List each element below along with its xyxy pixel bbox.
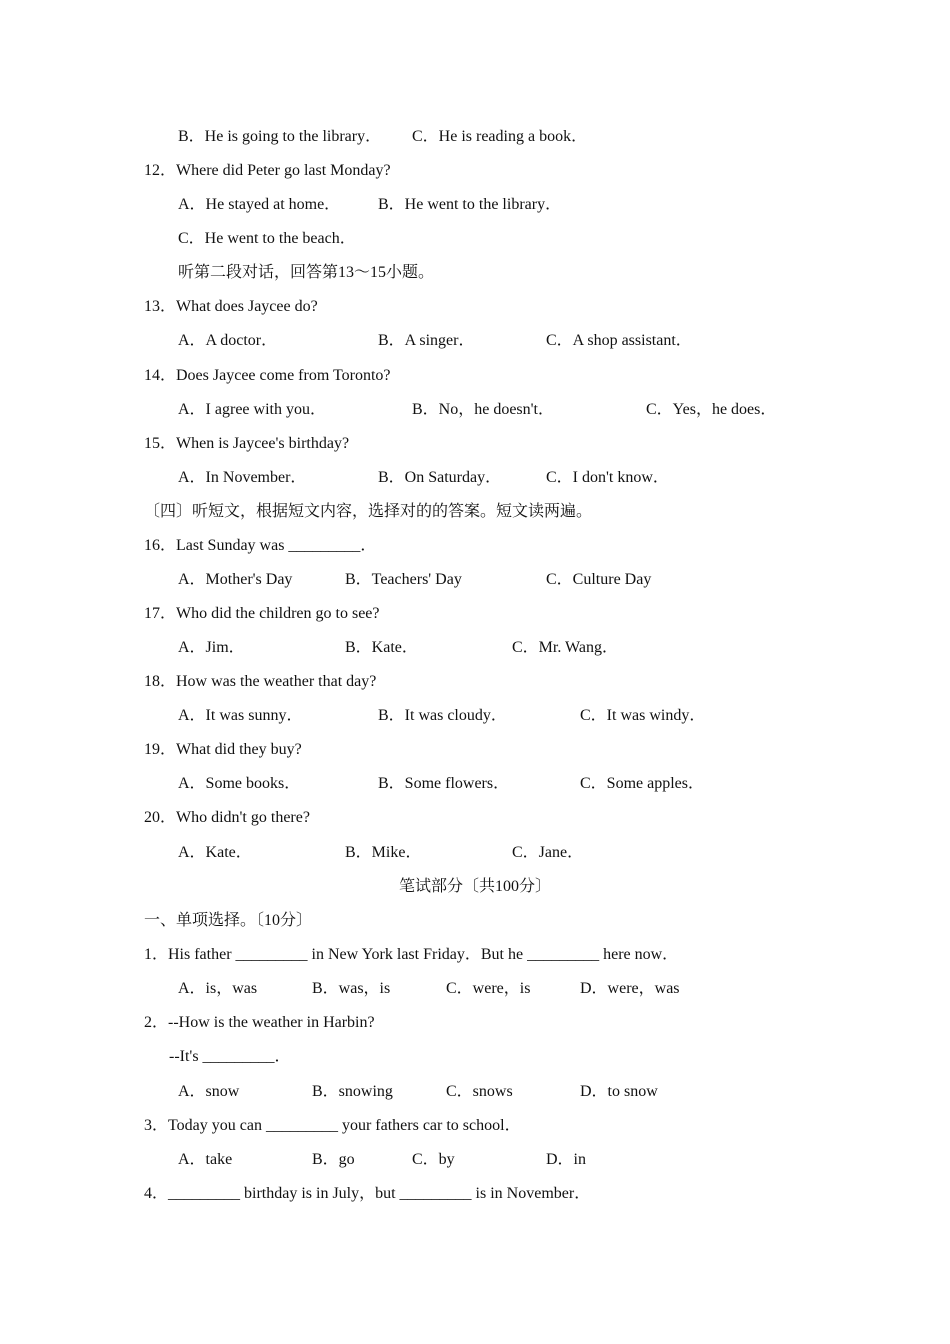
part-title: 一、单项选择。〔10分〕 xyxy=(144,912,313,929)
question-stem: 14．Does Jaycee come from Toronto? xyxy=(144,367,391,384)
question-16 xyxy=(0,534,950,558)
option-c: C．He went to the beach． xyxy=(178,230,356,247)
option-c: C．It was windy． xyxy=(580,707,706,724)
option-b: B．No，he doesn't． xyxy=(412,401,554,418)
option-c: C．Culture Day xyxy=(546,571,652,588)
option-b: B．Some flowers． xyxy=(378,775,510,792)
written-question-2-options xyxy=(0,1080,950,1104)
option-b: B．snowing xyxy=(312,1083,393,1100)
written-question-1-options xyxy=(0,977,950,1001)
question-stem: 15．When is Jaycee's birthday? xyxy=(144,435,350,452)
option-b: B．Mike． xyxy=(345,844,422,861)
option-b: B．A singer． xyxy=(378,332,475,349)
option-a: A．is，was xyxy=(178,980,258,997)
question-stem: 16．Last Sunday was _________． xyxy=(144,537,377,554)
option-b: B．was，is xyxy=(312,980,391,997)
question-stem: 18．How was the weather that day? xyxy=(144,673,377,690)
option-c: C．Yes，he does． xyxy=(646,401,777,418)
instruction-text: 〔四〕听短文，根据短文内容，选择对的的答案。短文读两遍。 xyxy=(144,503,593,520)
option-d: D．to snow xyxy=(580,1083,658,1100)
question-16-options xyxy=(0,568,950,592)
question-13-options xyxy=(0,329,950,353)
written-question-1 xyxy=(0,943,950,967)
question-15-options xyxy=(0,466,950,490)
option-b: B．On Saturday． xyxy=(378,469,502,486)
question-15 xyxy=(0,432,950,456)
option-c: C．Jane． xyxy=(512,844,584,861)
question-17-options xyxy=(0,636,950,660)
question-stem: 4．_________ birthday is in July，but _________ is in November． xyxy=(144,1185,591,1202)
question-19 xyxy=(0,738,950,762)
option-c: C．were，is xyxy=(446,980,531,997)
question-18-options xyxy=(0,704,950,728)
question-17 xyxy=(0,602,950,626)
question-stem: 12．Where did Peter go last Monday? xyxy=(144,162,391,179)
question-14 xyxy=(0,364,950,388)
question-18 xyxy=(0,670,950,694)
question-stem: 2．--How is the weather in Harbin? xyxy=(144,1014,375,1031)
question-14-options xyxy=(0,398,950,422)
question-20 xyxy=(0,806,950,830)
option-c: C．Mr. Wang． xyxy=(512,639,618,656)
option-b: B．Kate． xyxy=(345,639,418,656)
option-c: C．Some apples． xyxy=(580,775,704,792)
option-a: A．I agree with you． xyxy=(178,401,326,418)
question-12-options-row2 xyxy=(0,227,950,251)
option-a: A．Mother's Day xyxy=(178,571,293,588)
option-a: A．It was sunny． xyxy=(178,707,303,724)
question-12-options-row1 xyxy=(0,193,950,217)
option-a: A．Kate． xyxy=(178,844,252,861)
question-19-options xyxy=(0,772,950,796)
written-question-3 xyxy=(0,1114,950,1138)
option-b: B．He is going to the library． xyxy=(178,128,382,145)
option-b: B．He went to the library． xyxy=(378,196,562,213)
option-b: B．It was cloudy． xyxy=(378,707,507,724)
option-a: A．take xyxy=(178,1151,233,1168)
option-d: D．in xyxy=(546,1151,587,1168)
question-stem: 13．What does Jaycee do? xyxy=(144,298,318,315)
instruction-text: 听第二段对话，回答第13～15小题。 xyxy=(178,264,435,281)
section-title: 笔试部分〔共100分〕 xyxy=(398,878,551,895)
option-a: A．Jim． xyxy=(178,639,245,656)
question-12 xyxy=(0,159,950,183)
written-question-2-response xyxy=(0,1045,950,1069)
option-c: C．I don't know． xyxy=(546,469,669,486)
option-a: A．snow xyxy=(178,1083,240,1100)
option-a: A．Some books． xyxy=(178,775,301,792)
written-question-3-options xyxy=(0,1148,950,1172)
option-a: A．A doctor． xyxy=(178,332,278,349)
part-1-title xyxy=(0,909,950,933)
question-13 xyxy=(0,295,950,319)
option-c: C．by xyxy=(412,1151,455,1168)
written-section-title xyxy=(0,875,950,899)
question-stem: 20．Who didn't go there? xyxy=(144,809,310,826)
question-stem: 1．His father _________ in New York last Friday．But he _________ here now． xyxy=(144,946,679,963)
question-11-options-continued xyxy=(0,125,950,149)
option-d: D．were，was xyxy=(580,980,680,997)
option-b: B．go xyxy=(312,1151,355,1168)
written-question-4 xyxy=(0,1182,950,1206)
question-stem: 3．Today you can _________ your fathers car to school． xyxy=(144,1117,521,1134)
option-a: A．In November． xyxy=(178,469,307,486)
option-b: B．Teachers' Day xyxy=(345,571,462,588)
dialog-2-instruction xyxy=(0,261,950,285)
question-20-options xyxy=(0,841,950,865)
question-stem: 19．What did they buy? xyxy=(144,741,302,758)
question-stem-response: --It's _________． xyxy=(169,1048,291,1065)
section-4-instruction xyxy=(0,500,950,524)
option-c: C．A shop assistant． xyxy=(546,332,692,349)
option-c: C．snows xyxy=(446,1083,513,1100)
option-a: A．He stayed at home． xyxy=(178,196,341,213)
question-stem: 17．Who did the children go to see? xyxy=(144,605,380,622)
written-question-2 xyxy=(0,1011,950,1035)
option-c: C．He is reading a book． xyxy=(412,128,588,145)
